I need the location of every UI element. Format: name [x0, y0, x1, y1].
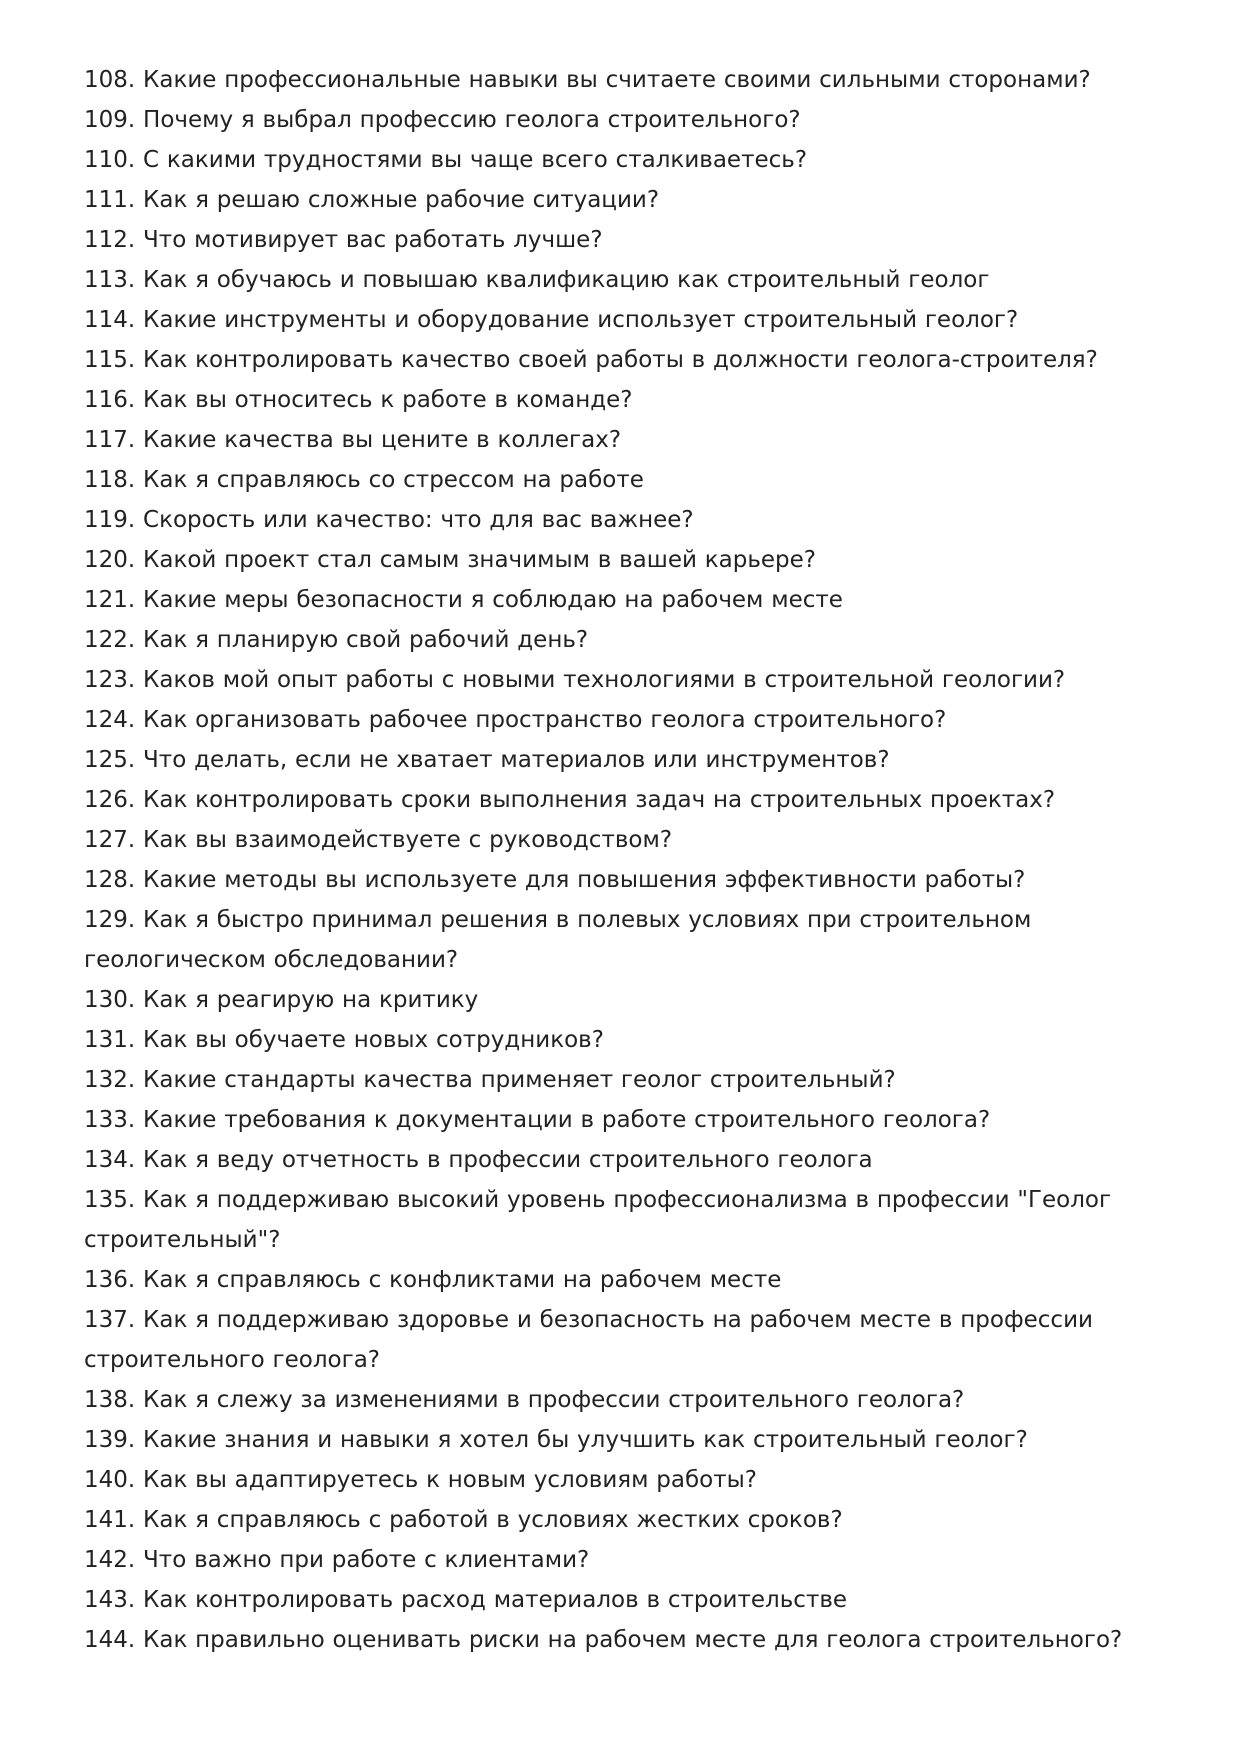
- question-item: 118. Как я справляюсь со стрессом на работе: [84, 467, 644, 493]
- question-item: 123. Каков мой опыт работы с новыми технологиями в строительной геологии?: [84, 667, 1066, 693]
- question-item: 122. Как я планирую свой рабочий день?: [84, 627, 589, 653]
- question-item: 132. Какие стандарты качества применяет геолог строительный?: [84, 1067, 896, 1093]
- question-item: 120. Какой проект стал самым значимым в вашей карьере?: [84, 547, 816, 573]
- question-item: 115. Как контролировать качество своей работы в должности геолога-строителя?: [84, 347, 1098, 373]
- question-item: 114. Какие инструменты и оборудование использует строительный геолог?: [84, 307, 1019, 333]
- question-item: 129. Как я быстро принимал решения в полевых условиях при строительном геологическом обследовании?: [84, 907, 1032, 973]
- question-item: 108. Какие профессиональные навыки вы считаете своими сильными сторонами?: [84, 67, 1091, 93]
- question-item: 128. Какие методы вы используете для повышения эффективности работы?: [84, 867, 1026, 893]
- question-item: 117. Какие качества вы цените в коллегах?: [84, 427, 622, 453]
- question-item: 138. Как я слежу за изменениями в профессии строительного геолога?: [84, 1387, 965, 1413]
- question-item: 137. Как я поддерживаю здоровье и безопасность на рабочем месте в профессии строительного геолога?: [84, 1307, 1093, 1373]
- question-item: 116. Как вы относитесь к работе в команде?: [84, 387, 633, 413]
- question-item: 131. Как вы обучаете новых сотрудников?: [84, 1027, 604, 1053]
- question-item: 112. Что мотивирует вас работать лучше?: [84, 227, 603, 253]
- question-item: 142. Что важно при работе с клиентами?: [84, 1547, 590, 1573]
- question-item: 135. Как я поддерживаю высокий уровень профессионализма в профессии "Геолог строительный"?: [84, 1187, 1112, 1253]
- question-item: 134. Как я веду отчетность в профессии строительного геолога: [84, 1147, 873, 1173]
- question-item: 121. Какие меры безопасности я соблюдаю на рабочем месте: [84, 587, 843, 613]
- question-item: 126. Как контролировать сроки выполнения задач на строительных проектах?: [84, 787, 1056, 813]
- question-item: 140. Как вы адаптируетесь к новым условиям работы?: [84, 1467, 758, 1493]
- question-item: 136. Как я справляюсь с конфликтами на рабочем месте: [84, 1267, 782, 1293]
- question-item: 127. Как вы взаимодействуете с руководством?: [84, 827, 673, 853]
- question-item: 139. Какие знания и навыки я хотел бы улучшить как строительный геолог?: [84, 1427, 1028, 1453]
- question-item: 110. С какими трудностями вы чаще всего сталкиваетесь?: [84, 147, 808, 173]
- question-list: [84, 60, 1164, 1660]
- question-item: 125. Что делать, если не хватает материалов или инструментов?: [84, 747, 890, 773]
- question-item: 133. Какие требования к документации в работе строительного геолога?: [84, 1107, 991, 1133]
- question-item: 109. Почему я выбрал профессию геолога строительного?: [84, 107, 801, 133]
- question-item: 130. Как я реагирую на критику: [84, 987, 479, 1013]
- question-item: 141. Как я справляюсь с работой в условиях жестких сроков?: [84, 1507, 843, 1533]
- question-item: 113. Как я обучаюсь и повышаю квалификацию как строительный геолог: [84, 267, 990, 293]
- question-item: 144. Как правильно оценивать риски на рабочем месте для геолога строительного?: [84, 1627, 1123, 1653]
- question-item: 143. Как контролировать расход материалов в строительстве: [84, 1587, 848, 1613]
- question-item: 119. Скорость или качество: что для вас важнее?: [84, 507, 694, 533]
- question-item: 124. Как организовать рабочее пространство геолога строительного?: [84, 707, 947, 733]
- question-item: 111. Как я решаю сложные рабочие ситуации?: [84, 187, 660, 213]
